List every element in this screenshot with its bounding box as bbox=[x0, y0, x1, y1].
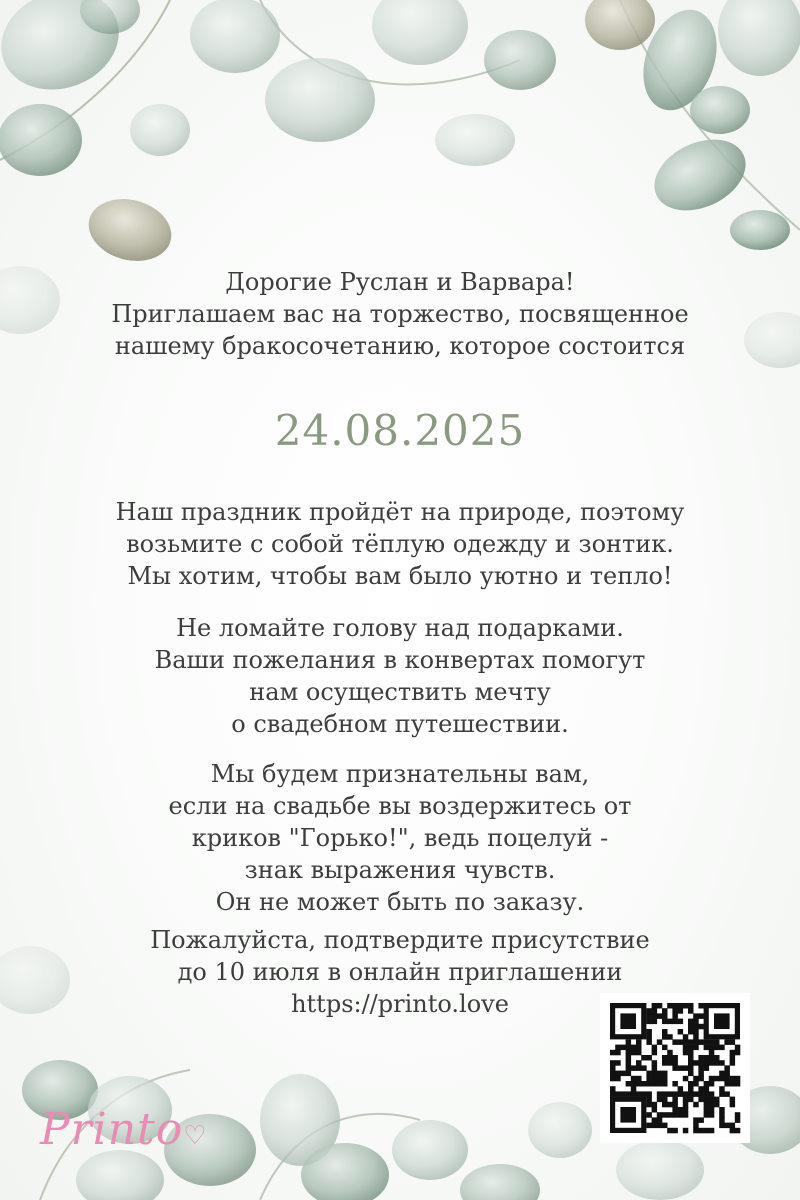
gifts-paragraph bbox=[50, 612, 750, 740]
greeting-text bbox=[50, 266, 750, 362]
nature-paragraph bbox=[50, 496, 750, 592]
paragraph-line: Мы будем признательны вам, bbox=[210, 760, 590, 788]
paragraph-line: если на свадьбе вы воздержитесь от bbox=[168, 792, 632, 820]
heart-icon: ♡ bbox=[183, 1121, 208, 1151]
qr-code-icon bbox=[600, 993, 750, 1143]
paragraph-line: Наш праздник пройдёт на природе, поэтому bbox=[115, 498, 685, 526]
paragraph-line: Ваши пожелания в конвертах помогут bbox=[154, 646, 646, 674]
kiss-paragraph bbox=[50, 758, 750, 918]
logo-text: Printo bbox=[40, 1104, 184, 1155]
greeting-line: нашему бракосочетанию, которое состоится bbox=[114, 332, 686, 360]
paragraph-line: Он не может быть по заказу. bbox=[215, 888, 585, 916]
rsvp-link[interactable]: https://printo.love bbox=[291, 990, 509, 1018]
paragraph-line: Мы хотим, чтобы вам было уютно и тепло! bbox=[127, 562, 673, 590]
paragraph-line: знак выражения чувств. bbox=[244, 856, 556, 884]
paragraph-line: нам осуществить мечту bbox=[249, 678, 551, 706]
greeting-line: Дорогие Руслан и Варвара! bbox=[225, 268, 575, 296]
paragraph-line: криков "Горько!", ведь поцелуй - bbox=[191, 824, 609, 852]
rsvp-line: до 10 июля в онлайн приглашении bbox=[177, 958, 623, 986]
wedding-date: 24.08.2025 bbox=[274, 406, 526, 455]
paragraph-line: возьмите с собой тёплую одежду и зонтик. bbox=[126, 530, 674, 558]
paragraph-line: о свадебном путешествии. bbox=[231, 710, 569, 738]
rsvp-line: Пожалуйста, подтвердите присутствие bbox=[150, 926, 650, 954]
printo-logo bbox=[40, 1104, 208, 1155]
paragraph-line: Не ломайте голову над подарками. bbox=[176, 614, 624, 642]
qr-code[interactable] bbox=[600, 993, 750, 1143]
greeting-line: Приглашаем вас на торжество, посвященное bbox=[111, 300, 689, 328]
